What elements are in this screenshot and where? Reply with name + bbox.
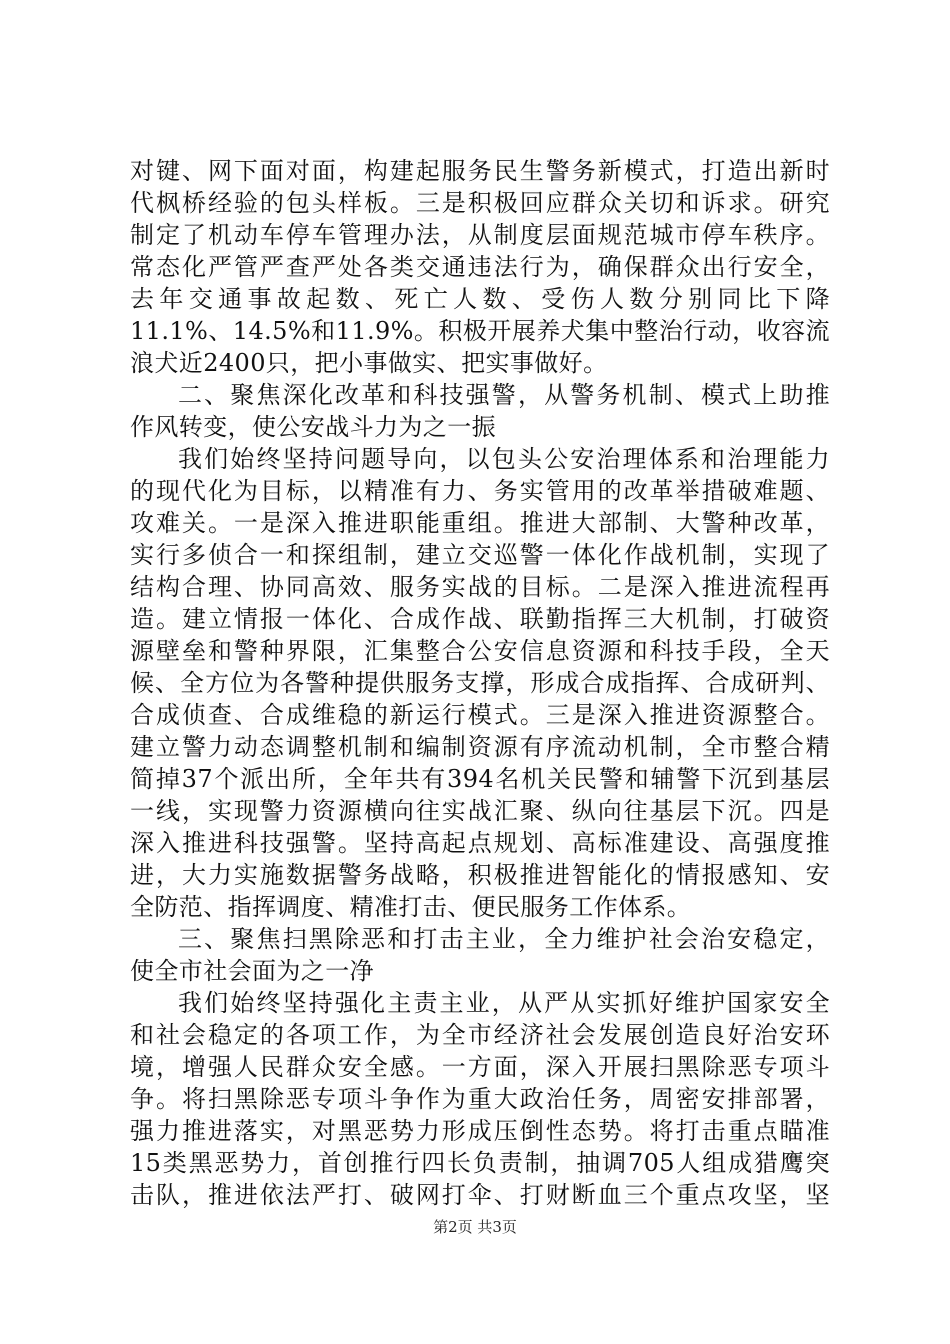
text-line: 全防范、指挥调度、精准打击、便民服务工作体系。 xyxy=(130,893,692,921)
text-line: 制定了机动车停车管理办法，从制度层面规范城市停车秩序。 xyxy=(130,221,830,249)
text-line: 候、全方位为各警种提供服务支撑，形成合成指挥、合成研判、 xyxy=(130,669,830,697)
text-line: 15类黑恶势力，首创推行四长负责制，抽调705人组成猎鹰突 xyxy=(130,1149,830,1177)
text-line: 简掉37个派出所，全年共有394名机关民警和辅警下沉到基层 xyxy=(130,765,830,793)
section-heading-line: 三、聚焦扫黑除恶和打击主业，全力维护社会治安稳定， xyxy=(178,925,830,953)
text-line: 实行多侦合一和探组制，建立交巡警一体化作战机制，实现了 xyxy=(130,541,830,569)
text-line: 强力推进落实，对黑恶势力形成压倒性态势。将打击重点瞄准 xyxy=(130,1117,830,1145)
section-heading-line: 二、聚焦深化改革和科技强警，从警务机制、模式上助推 xyxy=(178,381,830,409)
text-line: 的现代化为目标，以精准有力、务实管用的改革举措破难题、 xyxy=(130,477,830,505)
page-number: 第2页 共3页 xyxy=(433,1218,517,1236)
text-line: 源壁垒和警种界限，汇集整合公安信息资源和科技手段，全天 xyxy=(130,637,830,665)
text-line: 浪犬近2400只，把小事做实、把实事做好。 xyxy=(130,349,608,377)
text-line: 攻难关。一是深入推进职能重组。推进大部制、大警种改革， xyxy=(130,509,830,537)
text-line: 结构合理、协同高效、服务实战的目标。二是深入推进流程再 xyxy=(130,573,830,601)
text-line: 争。将扫黑除恶专项斗争作为重大政治任务，周密安排部署， xyxy=(130,1085,830,1113)
body-text xyxy=(130,155,830,1211)
text-line: 常态化严管严查严处各类交通违法行为，确保群众出行安全， xyxy=(130,253,830,281)
text-line: 对键、网下面对面，构建起服务民生警务新模式，打造出新时 xyxy=(130,157,830,185)
text-line: 去年交通事故起数、死亡人数、受伤人数分别同比下降 xyxy=(130,285,830,313)
text-line: 和社会稳定的各项工作，为全市经济社会发展创造良好治安环 xyxy=(130,1021,830,1049)
text-line: 一线，实现警力资源横向往实战汇聚、纵向往基层下沉。四是 xyxy=(130,797,830,825)
text-line: 进，大力实施数据警务战略，积极推进智能化的情报感知、安 xyxy=(130,861,830,889)
text-line: 11.1%、14.5%和11.9%。积极开展养犬集中整治行动，收容流 xyxy=(130,317,830,345)
text-line: 深入推进科技强警。坚持高起点规划、高标准建设、高强度推 xyxy=(130,829,830,857)
text-line: 击队，推进依法严打、破网打伞、打财断血三个重点攻坚，坚 xyxy=(130,1181,830,1209)
text-line: 我们始终坚持问题导向，以包头公安治理体系和治理能力 xyxy=(178,445,830,473)
text-line: 造。建立情报一体化、合成作战、联勤指挥三大机制，打破资 xyxy=(130,605,830,633)
text-line: 我们始终坚持强化主责主业，从严从实抓好维护国家安全 xyxy=(178,989,830,1017)
section-heading-line: 使全市社会面为之一净 xyxy=(130,957,374,985)
text-line: 建立警力动态调整机制和编制资源有序流动机制，全市整合精 xyxy=(130,733,830,761)
text-line: 代枫桥经验的包头样板。三是积极回应群众关切和诉求。研究 xyxy=(130,189,830,217)
section-heading-line: 作风转变，使公安战斗力为之一振 xyxy=(130,413,496,441)
text-line: 境，增强人民群众安全感。一方面，深入开展扫黑除恶专项斗 xyxy=(130,1053,830,1081)
text-line: 合成侦查、合成维稳的新运行模式。三是深入推进资源整合。 xyxy=(130,701,830,729)
